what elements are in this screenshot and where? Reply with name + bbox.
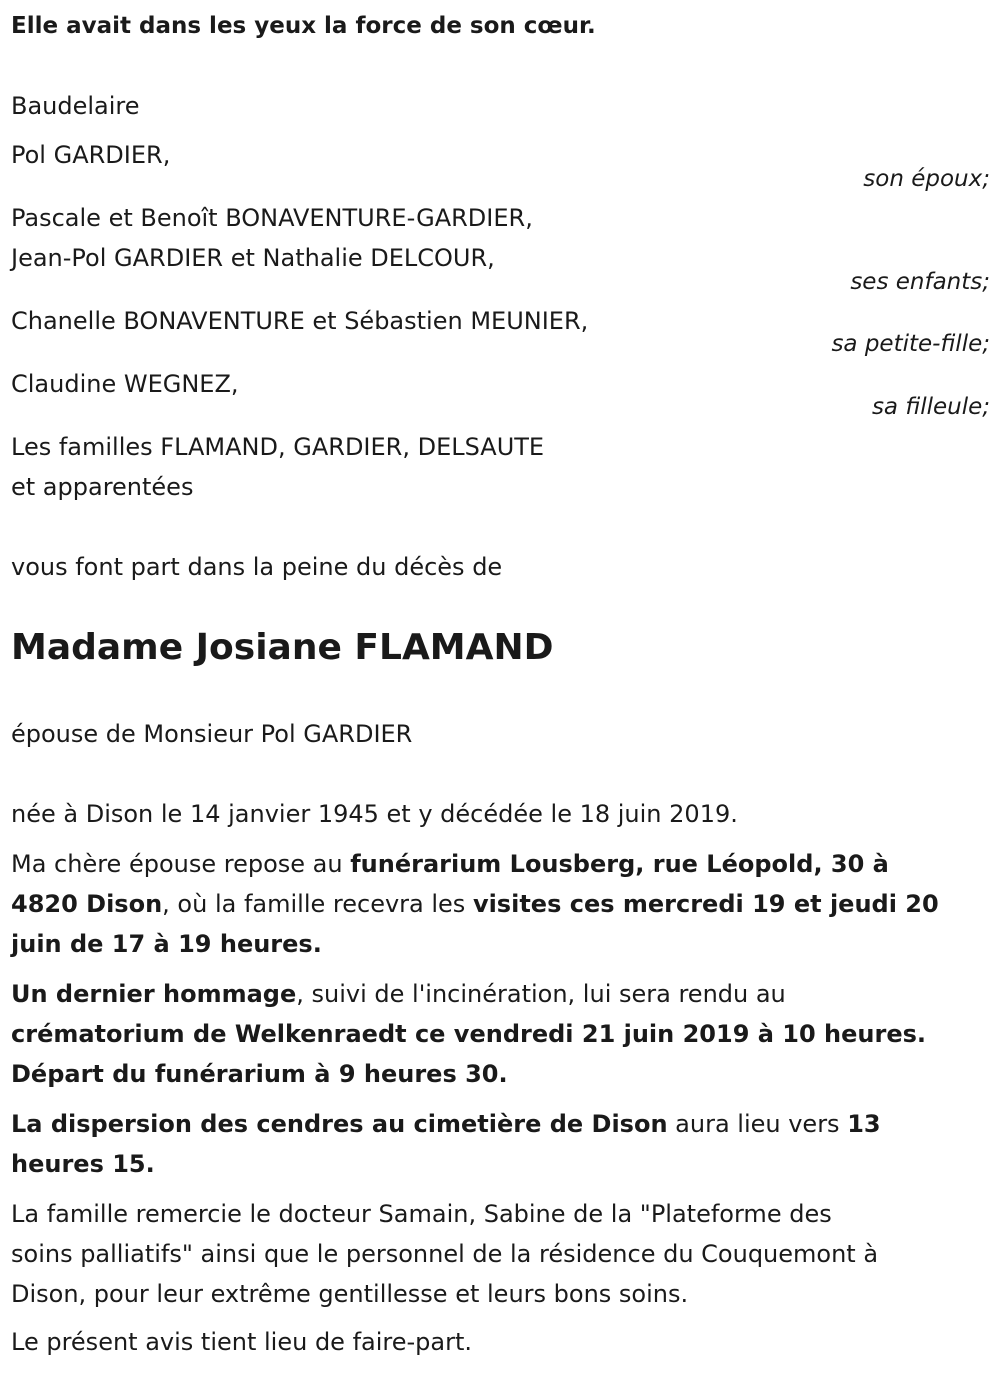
relation-spouse: son époux; [863, 166, 990, 192]
crematorium-details: crématorium de Welkenraedt ce vendredi 21 juin 2019 à 10 heures. [11, 1020, 927, 1048]
visit-line-1 [11, 844, 889, 884]
hommage-line-1 [11, 974, 786, 1014]
hommage-title: Un dernier hommage [11, 980, 297, 1008]
deceased-name: Madame Josiane FLAMAND [11, 627, 554, 668]
spouse-line: épouse de Monsieur Pol GARDIER [11, 720, 413, 748]
thanks-line-2: soins palliatifs" ainsi que le personnel de la résidence du Couquemont à [11, 1240, 879, 1268]
visit-text-2: , où la famille recevra les [162, 890, 473, 918]
quote: Elle avait dans les yeux la force de son cœur. [11, 13, 596, 39]
announcement: vous font part dans la peine du décès de [11, 553, 503, 581]
family-member-goddaughter: Claudine WEGNEZ, [11, 370, 239, 398]
funerarium-address: funérarium Lousberg, rue Léopold, 30 à [350, 850, 889, 878]
family-extended-2: et apparentées [11, 473, 194, 501]
visit-dates: visites ces mercredi 19 et jeudi 20 [472, 890, 939, 918]
departure-details: Départ du funérarium à 9 heures 30. [11, 1060, 508, 1088]
family-extended-1: Les familles FLAMAND, GARDIER, DELSAUTE [11, 433, 545, 461]
thanks-line-1: La famille remercie le docteur Samain, Sabine de la "Plateforme des [11, 1200, 832, 1228]
dispersion-line-1 [11, 1104, 881, 1144]
family-member-spouse: Pol GARDIER, [11, 141, 171, 169]
thanks-line-3: Dison, pour leur extrême gentillesse et leurs bons soins. [11, 1280, 689, 1308]
dispersion-title: La dispersion des cendres au cimetière de Dison [11, 1110, 668, 1138]
relation-children: ses enfants; [850, 269, 990, 295]
closing-note: Le présent avis tient lieu de faire-part. [11, 1328, 473, 1356]
dispersion-text: aura lieu vers [667, 1110, 848, 1138]
relation-granddaughter: sa petite-fille; [831, 331, 990, 357]
birth-death-line: née à Dison le 14 janvier 1945 et y décédée le 18 juin 2019. [11, 800, 738, 828]
funerarium-city: 4820 Dison [11, 890, 163, 918]
family-member-child-2: Jean-Pol GARDIER et Nathalie DELCOUR, [11, 244, 495, 272]
quote-author: Baudelaire [11, 92, 140, 120]
relation-goddaughter: sa filleule; [871, 394, 990, 420]
hommage-text: , suivi de l'incinération, lui sera rendu au [296, 980, 786, 1008]
visit-line-2 [11, 884, 939, 924]
visit-text: Ma chère épouse repose au [11, 850, 351, 878]
dispersion-hour: 13 [847, 1110, 881, 1138]
family-member-child-1: Pascale et Benoît BONAVENTURE-GARDIER, [11, 204, 533, 232]
dispersion-line-2: heures 15. [11, 1150, 155, 1178]
visit-hours: juin de 17 à 19 heures. [11, 930, 322, 958]
family-member-granddaughter: Chanelle BONAVENTURE et Sébastien MEUNIER, [11, 307, 589, 335]
